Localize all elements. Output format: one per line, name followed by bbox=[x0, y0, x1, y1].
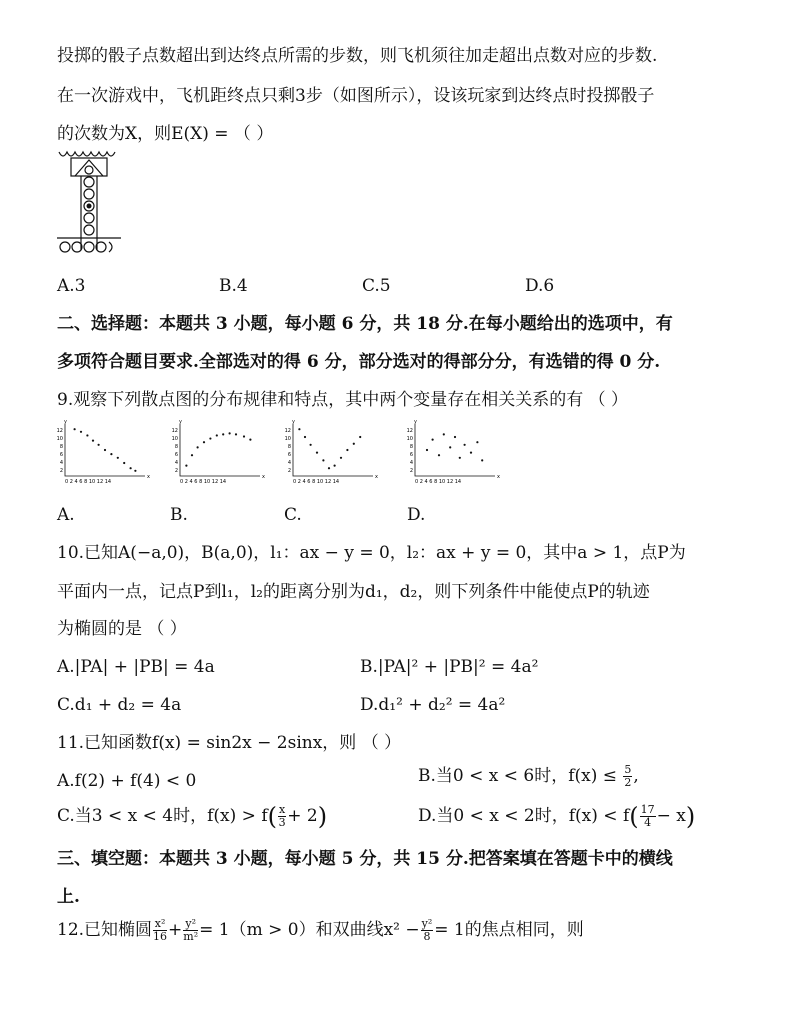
scatter-y-tick-label: 6 bbox=[174, 452, 178, 458]
fraction-numerator: y² bbox=[183, 918, 198, 931]
fraction-denominator: m² bbox=[183, 930, 199, 943]
scatter-point bbox=[123, 462, 125, 464]
fraction-denominator: 8 bbox=[423, 930, 431, 943]
scatter-y-tick-label: 6 bbox=[287, 452, 291, 458]
q8-line-1: 投掷的骰子点数超出到达终点所需的步数，则飞机须往加走超出点数对应的步数. bbox=[57, 46, 658, 66]
scatter-y-tick-label: 8 bbox=[59, 444, 63, 450]
scatter-point bbox=[222, 433, 224, 435]
scatter-point bbox=[235, 433, 237, 435]
scatter-axes bbox=[180, 424, 260, 476]
q11-option-b[interactable] bbox=[418, 764, 639, 789]
section2-heading-line-2: 多项符合题目要求.全部选对的得 6 分，部分选对的得部分分，有选错的得 0 分. bbox=[57, 352, 661, 372]
scatter-point bbox=[191, 454, 193, 456]
scatter-point bbox=[432, 439, 434, 441]
scatter-y-axis-letter: y bbox=[64, 419, 67, 425]
scatter-y-tick-label: 10 bbox=[406, 436, 413, 442]
scatter-point bbox=[216, 434, 218, 436]
scatter-point bbox=[454, 436, 456, 438]
q11-option-d-text: D.当0 < x < 2时，f(x) < f bbox=[418, 806, 630, 826]
scatter-y-tick-label: 12 bbox=[406, 428, 413, 434]
q12-text: 12.已知椭圆 bbox=[57, 920, 153, 940]
scatter-point bbox=[134, 470, 136, 472]
scatter-y-tick-label: 2 bbox=[287, 468, 291, 474]
scatter-y-tick-label: 6 bbox=[59, 452, 63, 458]
scatter-y-axis-letter: y bbox=[179, 419, 182, 425]
scatter-y-tick-label: 8 bbox=[174, 444, 178, 450]
q11-option-b-tail: , bbox=[633, 766, 639, 786]
scatter-point bbox=[185, 465, 187, 467]
scatter-x-tick-labels: 0 2 4 6 8 10 12 14 bbox=[180, 479, 227, 485]
scatter-point bbox=[481, 459, 483, 461]
scatter-y-tick-label: 4 bbox=[287, 460, 291, 466]
q12-text-mid: = 1（m > 0）和双曲线x² − bbox=[199, 920, 420, 940]
scatter-y-tick-label: 6 bbox=[409, 452, 413, 458]
section2-heading-line-1: 二、选择题：本题共 3 小题，每小题 6 分，共 18 分.在每小题给出的选项中，有 bbox=[57, 314, 673, 334]
scatter-point bbox=[459, 457, 461, 459]
scatter-y-tick-label: 8 bbox=[409, 444, 413, 450]
q10-option-d[interactable]: D.d₁² + d₂² = 4a² bbox=[360, 695, 506, 715]
scatter-point bbox=[443, 433, 445, 435]
q11-option-d-tail: − x bbox=[656, 806, 686, 826]
q12-fraction-3 bbox=[421, 918, 434, 943]
fraction-numerator: x² bbox=[154, 917, 166, 930]
scatter-x-tick-labels: 0 2 4 6 8 10 12 14 bbox=[293, 479, 340, 485]
scatter-point bbox=[322, 459, 324, 461]
q12-fraction-1 bbox=[153, 918, 167, 943]
scatter-point bbox=[310, 444, 312, 446]
scatter-y-tick-label: 10 bbox=[284, 436, 291, 442]
scatter-point bbox=[328, 467, 330, 469]
scatter-x-axis-letter: x bbox=[497, 474, 500, 480]
q8-option-d[interactable]: D.6 bbox=[525, 276, 555, 296]
scatter-plot-b bbox=[172, 419, 265, 485]
scatter-point bbox=[74, 428, 76, 430]
scatter-point bbox=[98, 444, 100, 446]
scatter-point bbox=[304, 436, 306, 438]
q8-option-b[interactable]: B.4 bbox=[219, 276, 248, 296]
q11-option-a[interactable]: A.f(2) + f(4) < 0 bbox=[57, 771, 197, 791]
q9-option-b[interactable]: B. bbox=[170, 505, 188, 525]
scatter-x-axis-letter: x bbox=[262, 474, 265, 480]
fraction-denominator: 16 bbox=[153, 930, 168, 943]
scatter-y-tick-label: 2 bbox=[409, 468, 413, 474]
scatter-point bbox=[203, 441, 205, 443]
scatter-y-tick-label: 12 bbox=[171, 428, 178, 434]
fraction-denominator: 4 bbox=[644, 816, 652, 829]
scatter-y-tick-label: 12 bbox=[284, 428, 291, 434]
fraction-denominator: 3 bbox=[278, 816, 286, 829]
scatter-y-tick-label: 4 bbox=[59, 460, 63, 466]
q10-option-b[interactable]: B.|PA|² + |PB|² = 4a² bbox=[360, 657, 539, 677]
scatter-point bbox=[476, 441, 478, 443]
q8-line-2: 在一次游戏中，飞机距终点只剩3步（如图所示），设该玩家到达终点时投掷骰子 bbox=[57, 86, 655, 106]
q8-option-c[interactable]: C.5 bbox=[362, 276, 391, 296]
game-board-figure bbox=[57, 150, 121, 260]
scatter-point bbox=[449, 446, 451, 448]
scatter-point bbox=[104, 449, 106, 451]
scatter-point bbox=[316, 452, 318, 454]
scatter-point bbox=[80, 431, 82, 433]
scatter-point bbox=[243, 435, 245, 437]
fraction-numerator: x bbox=[279, 803, 286, 816]
scatter-axes bbox=[293, 424, 373, 476]
scatter-point bbox=[110, 453, 112, 455]
scatter-point bbox=[86, 434, 88, 436]
scatter-point bbox=[117, 457, 119, 459]
scatter-point bbox=[470, 452, 472, 454]
q11-option-b-text: B.当0 < x < 6时，f(x) ≤ bbox=[418, 766, 623, 786]
q8-option-a[interactable]: A.3 bbox=[57, 276, 86, 296]
scatter-point bbox=[426, 449, 428, 451]
scatter-point bbox=[130, 467, 132, 469]
scatter-point bbox=[334, 465, 336, 467]
q9-stem: 9.观察下列散点图的分布规律和特点，其中两个变量存在相关关系的有 （ ） bbox=[57, 390, 629, 410]
scatter-y-tick-label: 12 bbox=[56, 428, 63, 434]
q10-line-2: 平面内一点，记点P到l₁，l₂的距离分别为d₁，d₂，则下列条件中能使点P的轨迹 bbox=[57, 582, 650, 602]
section3-heading-line-1: 三、填空题：本题共 3 小题，每小题 5 分，共 15 分.把答案填在答题卡中的横线 bbox=[57, 849, 673, 869]
scatter-point bbox=[197, 446, 199, 448]
q10-option-a[interactable]: A.|PA| + |PB| = 4a bbox=[57, 657, 215, 677]
q12-stem bbox=[57, 918, 584, 943]
scatter-y-tick-label: 2 bbox=[59, 468, 63, 474]
scatter-x-tick-labels: 0 2 4 6 8 10 12 14 bbox=[65, 479, 112, 485]
scatter-point bbox=[209, 437, 211, 439]
scatter-point bbox=[353, 443, 355, 445]
scatter-point bbox=[340, 457, 342, 459]
q10-option-c[interactable]: C.d₁ + d₂ = 4a bbox=[57, 695, 182, 715]
q11-option-c-fraction bbox=[278, 804, 286, 829]
q9-option-c[interactable]: C. bbox=[284, 505, 302, 525]
scatter-point bbox=[438, 454, 440, 456]
fraction-denominator: 2 bbox=[624, 776, 632, 789]
scatter-y-tick-label: 8 bbox=[287, 444, 291, 450]
section3-heading-line-2: 上. bbox=[57, 887, 80, 907]
scatter-y-tick-label: 10 bbox=[56, 436, 63, 442]
fraction-numerator: 17 bbox=[640, 803, 655, 816]
fraction-numerator: y² bbox=[421, 917, 433, 930]
scatter-y-tick-label: 10 bbox=[171, 436, 178, 442]
scatter-point bbox=[464, 444, 466, 446]
q8-line-3: 的次数为X，则E(X) = （ ） bbox=[57, 124, 274, 144]
scatter-x-tick-labels: 0 2 4 6 8 10 12 14 bbox=[415, 479, 462, 485]
scatter-point bbox=[229, 432, 231, 434]
scatter-point bbox=[249, 439, 251, 441]
scatter-x-axis-letter: x bbox=[147, 474, 150, 480]
q12-fraction-2 bbox=[183, 918, 198, 943]
scatter-y-tick-label: 2 bbox=[174, 468, 178, 474]
scatter-plot-a bbox=[57, 419, 150, 485]
q9-option-d[interactable]: D. bbox=[407, 505, 426, 525]
q9-scatter-plots bbox=[55, 419, 500, 490]
q11-option-c-tail: + 2 bbox=[287, 806, 318, 826]
scatter-y-tick-label: 4 bbox=[409, 460, 413, 466]
q9-option-a[interactable]: A. bbox=[57, 505, 75, 525]
scatter-point bbox=[346, 449, 348, 451]
scatter-plot-c bbox=[285, 419, 378, 485]
scatter-x-axis-letter: x bbox=[375, 474, 378, 480]
q12-text-tail: = 1的焦点相同，则 bbox=[434, 920, 584, 940]
q11-stem: 11.已知函数f(x) = sin2x − 2sinx，则 （ ） bbox=[57, 733, 402, 753]
scatter-y-tick-label: 4 bbox=[174, 460, 178, 466]
q12-plus: + bbox=[168, 920, 183, 940]
fraction-numerator: 5 bbox=[624, 763, 632, 776]
q11-option-c[interactable]: C.当3 < x < 4时，f(x) > f( $\frac{x}{3}$ + 2) bbox=[57, 802, 328, 831]
q11-option-c-text: C.当3 < x < 4时，f(x) > f bbox=[57, 806, 268, 826]
scatter-point bbox=[298, 428, 300, 430]
scatter-y-axis-letter: y bbox=[414, 419, 417, 425]
q11-option-d[interactable]: D.当0 < x < 2时，f(x) < f( $\frac{17}{4}$ − x) bbox=[418, 802, 696, 831]
q10-line-3: 为椭圆的是 （ ） bbox=[57, 619, 187, 639]
q11-option-d-fraction bbox=[640, 804, 656, 829]
scatter-y-axis-letter: y bbox=[292, 419, 295, 425]
scatter-plot-d bbox=[407, 419, 500, 485]
scatter-point bbox=[92, 440, 94, 442]
q10-line-1: 10.已知A(−a,0)，B(a,0)，l₁：ax − y = 0，l₂：ax + y = 0，其中a > 1，点P为 bbox=[57, 543, 686, 563]
q11-option-b-fraction bbox=[623, 764, 632, 789]
scatter-point bbox=[359, 436, 361, 438]
